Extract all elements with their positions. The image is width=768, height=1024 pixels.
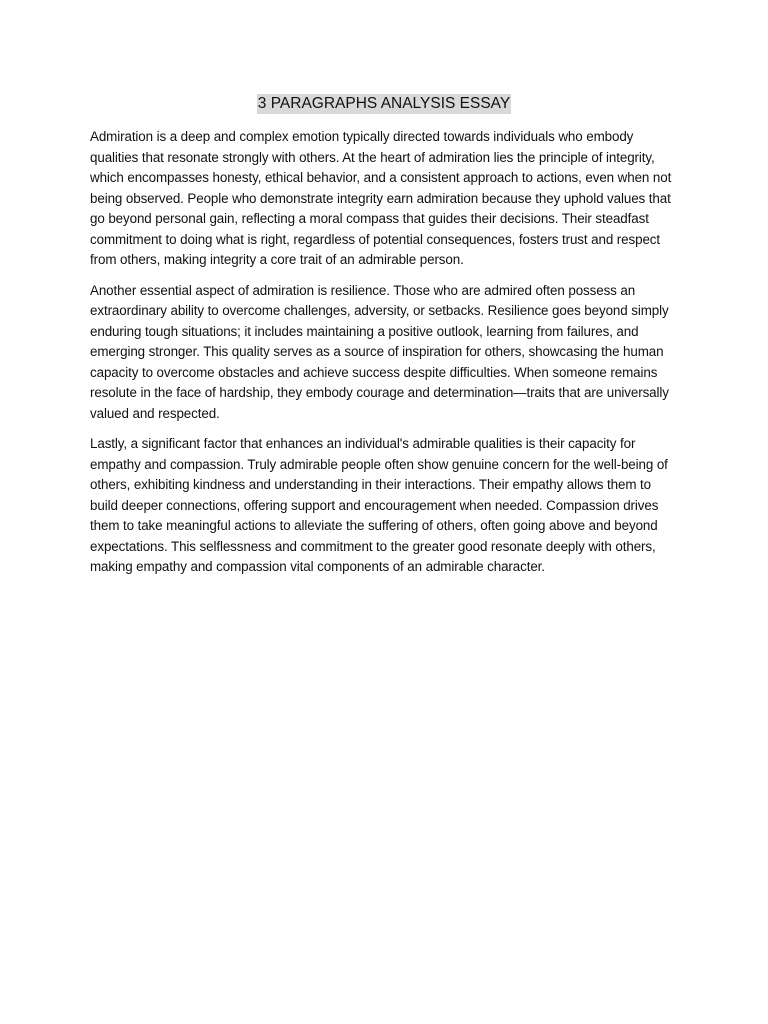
document-body — [90, 127, 672, 588]
title-container — [0, 94, 768, 114]
document-title: 3 PARAGRAPHS ANALYSIS ESSAY — [257, 95, 511, 112]
paragraph-empathy: Lastly, a significant factor that enhances an individual's admirable qualities is their capacity for empathy and compassion. Truly admirable people often show genuine concern for the well-being of others, exhibiting kindness and understanding in their interactions. Their empathy allows them to build deeper connections, offering support and encouragement when needed. Compassion drives them to take meaningful actions to alleviate the suffering of others, often going above and beyond expectations. This selflessness and commitment to the greater good resonate deeply with others, making empathy and compassion vital components of an admirable character. — [90, 436, 668, 574]
paragraph-resilience: Another essential aspect of admiration is resilience. Those who are admired often possess an extraordinary ability to overcome challenges, adversity, or setbacks. Resilience goes beyond simply enduring tough situations; it includes maintaining a positive outlook, learning from failures, and emerging stronger. This quality serves as a source of inspiration for others, showcasing the human capacity to overcome obstacles and achieve success despite difficulties. When someone remains resolute in the face of hardship, they embody courage and determination—traits that are universally valued and respected. — [90, 282, 669, 421]
paragraph-integrity: Admiration is a deep and complex emotion typically directed towards individuals who embody qualities that resonate strongly with others. At the heart of admiration lies the principle of integrity, which encompasses honesty, ethical behavior, and a consistent approach to actions, even when not being observed. People who demonstrate integrity earn admiration because they uphold values that go beyond personal gain, reflecting a moral compass that guides their decisions. Their steadfast commitment to doing what is right, regardless of potential consequences, fosters trust and respect from others, making integrity a core trait of an admirable person. — [90, 129, 672, 267]
